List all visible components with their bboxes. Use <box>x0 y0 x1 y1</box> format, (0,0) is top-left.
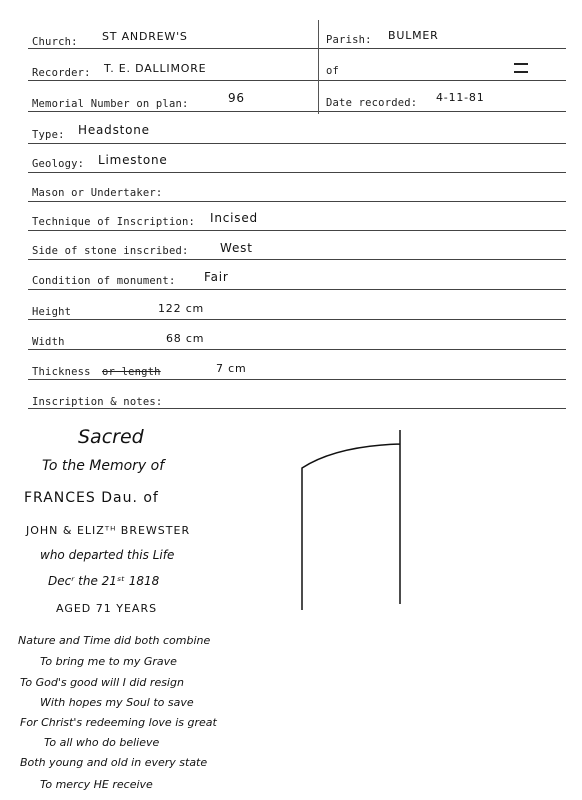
side-value: West <box>220 241 253 255</box>
date-recorded-label: Date recorded: <box>326 97 418 109</box>
form-rule <box>28 379 566 380</box>
geology-label: Geology: <box>32 158 85 170</box>
form-rule <box>28 349 566 350</box>
inscription-line: To mercy HE receive <box>40 778 153 791</box>
inscription-line: Sacred <box>78 426 144 448</box>
inscription-line: FRANCES Dau. of <box>24 490 159 506</box>
parish-value: BULMER <box>388 29 439 42</box>
inscription-line: Nature and Time did both combine <box>18 634 211 647</box>
inscription-line: To bring me to my Grave <box>40 655 177 668</box>
recorder-value: T. E. DALLIMORE <box>104 62 207 75</box>
of-label: of <box>326 65 340 77</box>
height-label: Height <box>32 306 72 318</box>
inscription-line: With hopes my Soul to save <box>40 696 194 709</box>
inscription-line: Decʳ the 21ˢᵗ 1818 <box>48 574 160 588</box>
form-rule <box>28 408 566 409</box>
date-recorded-value: 4-11-81 <box>436 91 485 104</box>
form-rule <box>28 143 566 144</box>
form-rule <box>28 80 566 81</box>
thickness-label: Thickness <box>32 366 91 378</box>
recorder-label: Recorder: <box>32 67 91 79</box>
form-rule <box>28 201 566 202</box>
type-value: Headstone <box>78 123 150 137</box>
inscription-line: To God's good will I did resign <box>20 676 184 689</box>
technique-label: Technique of Inscription: <box>32 216 196 228</box>
width-label: Width <box>32 336 65 348</box>
thickness-struck-text: or length <box>102 366 161 378</box>
column-divider <box>318 20 319 114</box>
width-value: 68 cm <box>166 332 205 345</box>
parish-label: Parish: <box>326 34 372 46</box>
form-rule <box>28 230 566 231</box>
headstone-sketch <box>296 428 416 612</box>
form-rule <box>28 259 566 260</box>
mason-label: Mason or Undertaker: <box>32 187 163 199</box>
church-value: ST ANDREW'S <box>102 30 188 43</box>
thickness-value: 7 cm <box>216 362 247 375</box>
inscription-line: who departed this Life <box>40 548 175 562</box>
inscription-line: To the Memory of <box>42 458 165 474</box>
pen-mark <box>514 63 528 73</box>
form-rule <box>28 289 566 290</box>
inscription-line: Both young and old in every state <box>20 756 208 769</box>
side-label: Side of stone inscribed: <box>32 245 189 257</box>
technique-value: Incised <box>210 211 258 225</box>
height-value: 122 cm <box>158 302 205 315</box>
memorial-number-value: 96 <box>228 91 245 105</box>
condition-value: Fair <box>204 270 229 284</box>
church-label: Church: <box>32 36 78 48</box>
form-rule <box>28 172 566 173</box>
form-rule <box>28 48 566 49</box>
memorial-number-label: Memorial Number on plan: <box>32 98 189 110</box>
headstone-outline <box>302 430 400 610</box>
condition-label: Condition of monument: <box>32 275 176 287</box>
inscription-notes-label: Inscription & notes: <box>32 396 163 408</box>
inscription-line: To all who do believe <box>44 736 160 749</box>
type-label: Type: <box>32 129 65 141</box>
inscription-line: AGED 71 YEARS <box>56 602 158 615</box>
form-rule <box>28 319 566 320</box>
form-rule <box>28 111 566 112</box>
inscription-line: For Christ's redeeming love is great <box>20 716 217 729</box>
inscription-line: JOHN & ELIZᵀᴴ BREWSTER <box>26 524 191 537</box>
geology-value: Limestone <box>98 153 168 167</box>
